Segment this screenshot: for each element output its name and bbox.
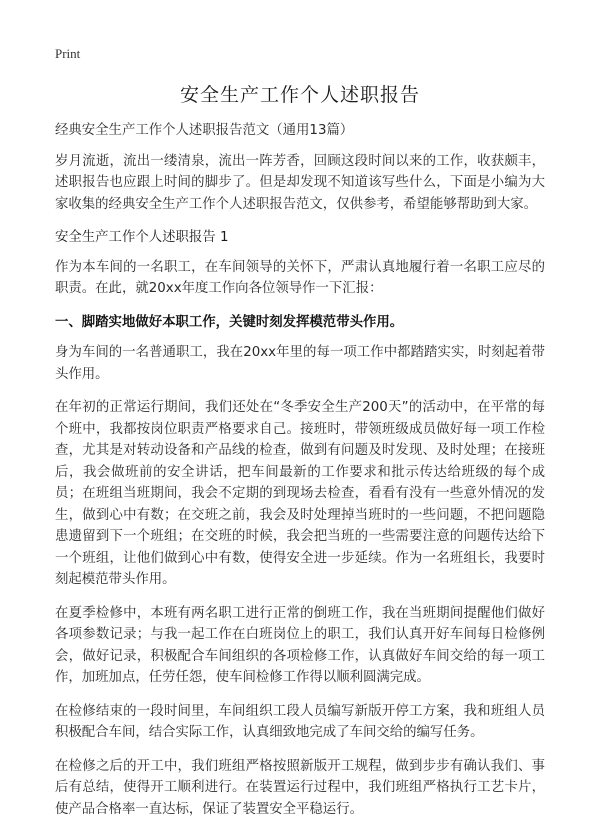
body-paragraph: 在检修结束的一段时间里，车间组织工段人员编写新版开停工方案，我和班组人员积极配合车间，结合实际工作，认真细致地完成了车间交给的编写任务。	[55, 703, 545, 740]
document-subtitle: 经典安全生产工作个人述职报告范文（通用13篇）	[55, 123, 354, 138]
body-paragraph: 在夏季检修中，本班有两名职工进行正常的倒班工作，我在当班期间提醒他们做好各项参数记录；与我一起工作在白班岗位上的职工，我们认真开好车间每日检修例会，做好记录，积极配合车间组织的各项检修工作，认真做好车间交给的每一项工作，加班加点，任劳任怨，使车间检修工作得以顺利圆满完成。	[55, 605, 545, 685]
opening-paragraph: 作为本车间的一名职工，在车间领导的关怀下，严肃认真地履行着一名职工应尽的职责。在此，就20xx年度工作向各位领导作一下汇报：	[55, 259, 545, 296]
body-paragraph: 在年初的正常运行期间，我们还处在“冬季安全生产200天”的活动中，在平常的每个班中，我都按岗位职责严格要求自己。接班时，带领班级成员做好每一项工作检查，尤其是对转动设备和产品线的检查，做到有问题及时发现、及时处理；在接班后，我会做班前的安全讲话，把车间最新的工作要求和批示传达给班级的每个成员；在班组当班期间，我会不定期的到现场去检查，看看有没有一些意外情况的发生，做到心中有数；在交班之前，我会及时处理掉当班时的一些问题，不把问题隐患遗留到下一个班组；在交班的时候，我会把当班的一些需要注意的问题传达给下一个班组，让他们做到心中有数，使得安全进一步延续。作为一名班组长，我要时刻起模范带头作用。	[55, 400, 545, 587]
document-body	[55, 120, 545, 832]
print-link[interactable]: Print	[55, 46, 81, 61]
body-paragraph: 在检修之后的开工中，我们班组严格按照新版开工规程，做到步步有确认我们、事后有总结，使得开工顺利进行。在装置运行过程中，我们班组严格执行工艺卡片，使产品合格率一直达标，保证了装置安全平稳运行。	[55, 758, 545, 817]
page-title: 安全生产工作个人述职报告	[179, 84, 420, 106]
intro-paragraph: 岁月流逝，流出一缕清泉，流出一阵芳香，回顾这段时间以来的工作，收获颇丰，述职报告也应跟上时间的脚步了。但是却发现不知道该写些什么，下面是小编为大家收集的经典安全生产工作个人述职报告范文，仅供参考，希望能够帮助到大家。	[55, 153, 545, 212]
heading-1: 一、脚踏实地做好本职工作，关键时刻发挥模范带头作用。	[55, 314, 404, 330]
body-paragraph: 身为车间的一名普通职工，我在20xx年里的每一项工作中都踏踏实实，时刻起着带头作用。	[55, 345, 545, 382]
section-title: 安全生产工作个人述职报告 1	[55, 230, 229, 245]
